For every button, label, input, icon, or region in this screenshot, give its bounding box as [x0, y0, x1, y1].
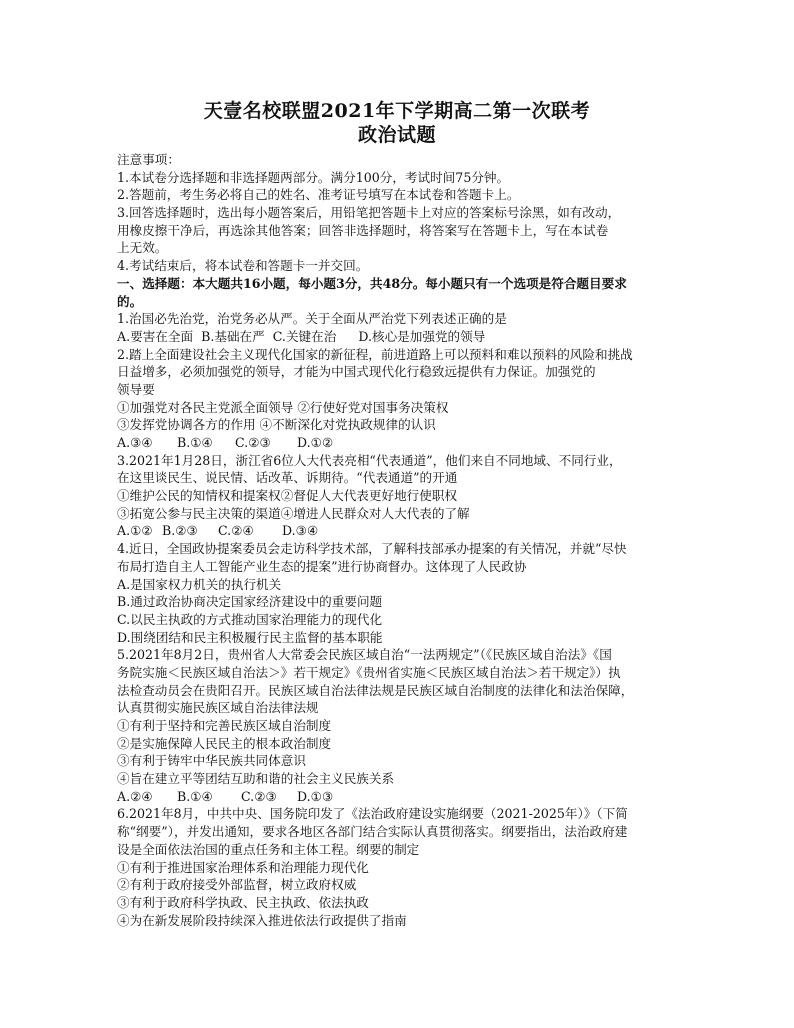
q1-options: [117, 328, 682, 346]
q5-options: [117, 788, 682, 806]
q2-option-c: C.②③: [235, 435, 271, 450]
q4-option-a: A.是国家权力机关的执行机关: [117, 576, 282, 592]
q5-option-a: A.②④: [117, 788, 153, 804]
q6-item: ②有利于政府接受外部监督，树立政府权威: [117, 877, 357, 893]
q1-stem: 1.治国必先治党，治党务必从严。关于全面从严治党下列表述正确的是: [117, 311, 507, 327]
q1-option-a: A.要害在全面: [117, 328, 194, 344]
q5-item: ④旨在建立平等团结互助和谐的社会主义民族关系: [117, 771, 395, 787]
note-line: 4.考试结束后，将本试卷和答题卡一并交回。: [117, 258, 369, 274]
q5-item: ③有利于铸牢中华民族共同体意识: [117, 753, 306, 769]
q1-option-c: C.关键在治: [272, 328, 337, 344]
q6-item: ①有利于推进国家治理体系和治理能力现代化: [117, 859, 369, 875]
q5-option-b: B.①④: [177, 788, 213, 804]
q6-stem: 称“纲要”），并发出通知，要求各地区各部门结合实际认真贯彻落实。纲要指出，法治政府建: [117, 824, 628, 840]
q6-stem: 6.2021年8月，中共中央、国务院印发了《法治政府建设实施纲要（2021-2025年）》（下简: [117, 806, 628, 822]
note-line: 上无效。: [117, 240, 168, 256]
q4-stem: 布局打造自主人工智能产业生态的提案”进行协商督办。这体现了人民政协: [117, 558, 527, 574]
section-heading: 的。: [117, 293, 143, 309]
q4-option-b: B.通过政治协商决定国家经济建设中的重要问题: [117, 594, 383, 610]
q2-option-a: A.③④: [117, 435, 153, 450]
exam-title: 天壹名校联盟2021年下学期高二第一次联考: [203, 100, 591, 122]
q3-option-b: B.②③: [162, 523, 198, 539]
q3-options: [117, 522, 682, 540]
q2-option-d: D.①②: [297, 435, 334, 450]
q4-option-d: D.围绕团结和民主积极履行民主监督的基本职能: [117, 629, 383, 645]
q3-option-a: A.①②: [117, 523, 153, 539]
note-line: 3.回答选择题时，选出每小题答案后，用铅笔把答题卡上对应的答案标号涂黑，如有改动，: [117, 205, 621, 221]
note-line: 2.答题前，考生务必将自己的姓名、准考证号填写在本试卷和答题卡上。: [117, 187, 520, 203]
q3-stem: 在这里谈民生、说民情、话改革、诉期待。“代表通道”的开通: [117, 470, 458, 486]
q6-item: ④为在新发展阶段持续深入推进依法行政提供了指南: [117, 912, 407, 928]
q1-option-b: B.基础在严: [201, 328, 265, 344]
q6-stem: 设是全面依法治国的重点任务和主体工程。纲要的制定: [117, 841, 420, 857]
note-line: 用橡皮擦干净后，再选涂其他答案；回答非选择题时，将答案写在答题卡上，写在本试卷: [117, 222, 609, 238]
q5-stem: 法检查动员会在贵阳召开。民族区域自治法律法规是民族区域自治制度的法律化和法治保障，: [117, 682, 634, 698]
notes-heading: 注意事项：: [117, 152, 180, 167]
q3-stem: 3.2021年1月28日，浙江省6位人大代表亮相“代表通道”，他们来自不同地域、不同行业，: [117, 452, 622, 468]
q6-item: ③有利于政府科学执政、民主执政、依法执政: [117, 894, 369, 910]
q2-item: ③发挥党协调各方的作用 ④不断深化对党执政规律的认识: [117, 417, 436, 433]
q2-stem: 领导要: [117, 381, 155, 397]
q5-stem: 5.2021年8月2日，贵州省人大常委会民族区域自治“一法两规定”（《民族区域自治法》《国: [117, 647, 612, 663]
q3-item: ①维护公民的知情权和提案权②督促人大代表更好地行使职权: [117, 488, 458, 504]
q4-stem: 4.近日，全国政协提案委员会走访科学技术部，了解科技部承办提案的有关情况，并就“尽快: [117, 541, 627, 557]
q1-option-d: D.核心是加强党的领导: [358, 328, 486, 344]
q5-stem: 务院实施＜民族区域自治法＞》若干规定》《贵州省实施＜民族区域自治法＞若干规定》）执: [117, 664, 621, 680]
exam-subtitle: 政治试题: [357, 124, 436, 146]
q2-item: ①加强党对各民主党派全面领导 ②行使好党对国事务决策权: [117, 399, 449, 415]
q5-option-d: D.①③: [297, 788, 334, 804]
q2-option-b: B.①④: [177, 435, 213, 450]
q3-item: ③拓宽公参与民主决策的渠道④增进人民群众对人大代表的了解: [117, 505, 470, 521]
q2-stem: 日益增多，必须加强党的领导，才能为中国式现代化行稳致远提供有力保证。加强党的: [117, 364, 596, 380]
exam-body: [117, 151, 682, 929]
q5-item: ②是实施保障人民民主的根本政治制度: [117, 735, 332, 751]
q3-option-d: D.③④: [282, 523, 319, 539]
q2-options: [117, 434, 357, 452]
q5-item: ①有利于坚持和完善民族区域自治制度: [117, 718, 332, 733]
q5-option-c: C.②③: [241, 788, 277, 804]
q2-stem: 2.踏上全面建设社会主义现代化国家的新征程，前进道路上可以预料和难以预料的风险和挑战: [117, 346, 633, 362]
q3-option-c: C.②④: [218, 523, 254, 539]
note-line: 1.本试卷分选择题和非选择题两部分。满分100分，考试时间75分钟。: [117, 169, 510, 185]
q5-stem: 认真贯彻实施民族区域自治法律法规: [117, 700, 319, 716]
q4-option-c: C.以民主执政的方式推动国家治理能力的现代化: [117, 611, 383, 627]
section-heading: 一、选择题：本大题共16小题，每小题3分，共48分。每小题只有一个选项是符合题目要求: [117, 275, 627, 291]
